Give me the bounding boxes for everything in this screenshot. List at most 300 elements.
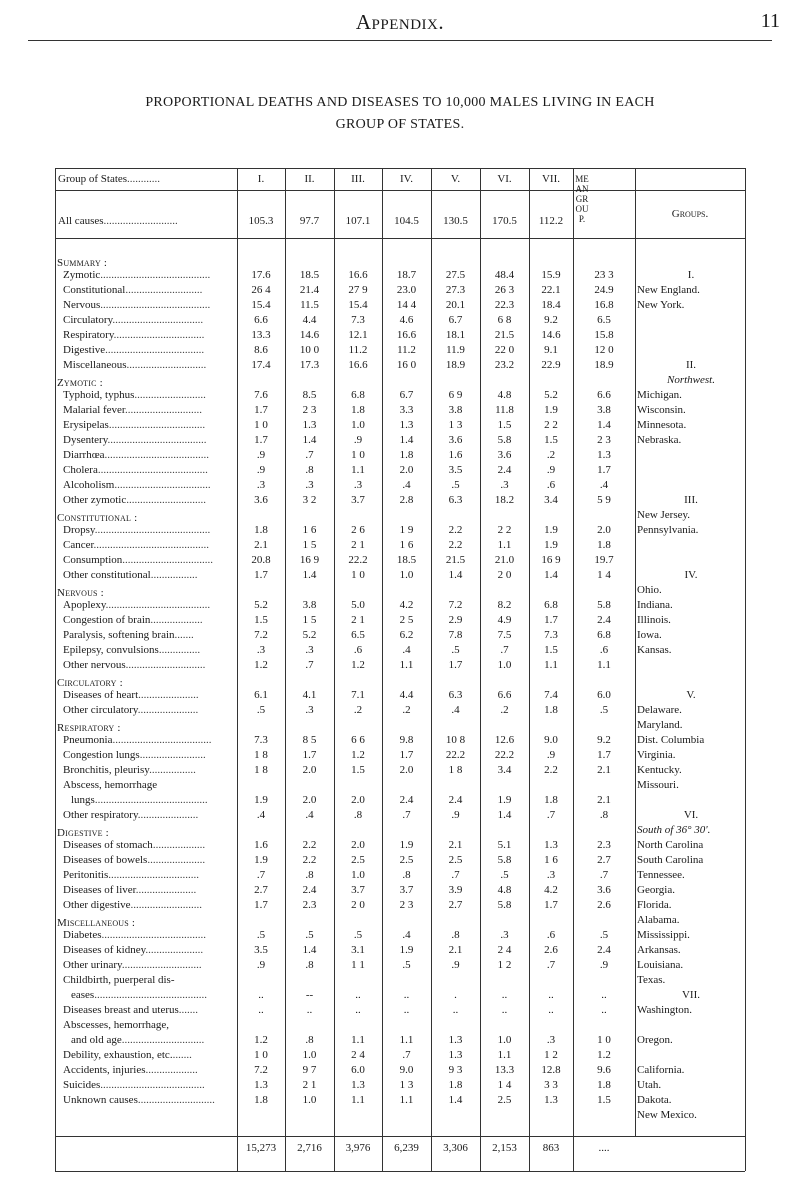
cell-value: 2.4 bbox=[448, 794, 463, 806]
cell-value: 2 3 bbox=[399, 899, 414, 911]
cell-value: 3.5 bbox=[448, 464, 463, 476]
group-state-label: Dakota. bbox=[637, 1094, 672, 1106]
cell-value: 1.7 bbox=[544, 614, 558, 626]
row-label bbox=[63, 269, 210, 281]
cell-value: 1.3 bbox=[597, 449, 611, 461]
cell-value: 9 3 bbox=[448, 1064, 463, 1076]
cell-value: .7 bbox=[305, 659, 314, 671]
cell-value: .2 bbox=[402, 704, 411, 716]
row-label bbox=[63, 464, 208, 476]
cell-value: 2.4 bbox=[497, 464, 512, 476]
cell-value: 5.8 bbox=[597, 599, 611, 611]
group-state-label: Dist. Columbia bbox=[637, 734, 705, 746]
group-state-label: I. bbox=[687, 269, 695, 281]
cell-value: 1.4 bbox=[597, 419, 611, 431]
row-label bbox=[63, 1019, 169, 1031]
cell-value: 1.7 bbox=[597, 749, 611, 761]
cell-value: 2.6 bbox=[597, 899, 611, 911]
cell-value: 21.4 bbox=[299, 284, 320, 296]
cell-value: 1.3 bbox=[448, 1049, 463, 1061]
cell-value: 2 1 bbox=[351, 539, 365, 551]
cell-value: .3 bbox=[256, 644, 266, 656]
cell-value: 2.7 bbox=[254, 884, 268, 896]
leader-dots: ........................................ bbox=[97, 464, 208, 476]
row-label bbox=[63, 614, 203, 626]
cell-value: 1 8 bbox=[254, 764, 268, 776]
group-state-label: Utah. bbox=[637, 1079, 662, 1091]
leader-dots: ................................... bbox=[114, 479, 211, 491]
all-causes-value: 104.5 bbox=[394, 215, 419, 227]
row-label-text: Childbirth, puerperal dis- bbox=[63, 974, 175, 986]
cell-value: 5.1 bbox=[497, 839, 512, 851]
row-label-text: Cholera bbox=[63, 464, 98, 476]
cell-value: 1 6 bbox=[399, 539, 414, 551]
cell-value: 15.4 bbox=[251, 299, 271, 311]
row-label bbox=[71, 1034, 204, 1046]
cell-value: 2.2 bbox=[448, 539, 463, 551]
cell-value: 6 8 bbox=[497, 314, 512, 326]
row-label bbox=[63, 284, 202, 296]
cell-value: 4.2 bbox=[399, 599, 414, 611]
cell-value: .5 bbox=[305, 929, 314, 941]
row-label-text: Diseases breast and uterus bbox=[63, 1004, 179, 1016]
row-label bbox=[63, 359, 206, 371]
row-label-text: Nervous : bbox=[57, 587, 104, 599]
page-number: 11 bbox=[760, 10, 780, 32]
cell-value: 1 0 bbox=[597, 1034, 611, 1046]
group-state-label: Kentucky. bbox=[637, 764, 682, 776]
cell-value: 2.7 bbox=[448, 899, 463, 911]
cell-value: 5.2 bbox=[302, 629, 317, 641]
group-state-label: New Jersey. bbox=[637, 509, 691, 521]
cell-value: 1.4 bbox=[302, 434, 317, 446]
row-label-text: Dropsy bbox=[63, 524, 95, 536]
cell-value: 22.2 bbox=[348, 554, 368, 566]
cell-value: .8 bbox=[353, 809, 363, 821]
cell-value: 2.5 bbox=[497, 1094, 512, 1106]
cell-value: 22 0 bbox=[494, 344, 515, 356]
cell-value: 1 0 bbox=[351, 449, 365, 461]
cell-value: 21.5 bbox=[445, 554, 466, 566]
cell-value: 1.5 bbox=[544, 644, 558, 656]
group-state-label: California. bbox=[637, 1064, 685, 1076]
leader-dots: ...................... bbox=[137, 704, 199, 716]
group-state-label: Maryland. bbox=[637, 719, 683, 731]
cell-value: 4.8 bbox=[497, 389, 512, 401]
cell-value: .9 bbox=[451, 959, 460, 971]
cell-value: 11.9 bbox=[446, 344, 465, 356]
row-label-text: Congestion lungs bbox=[63, 749, 140, 761]
cell-value: 1.9 bbox=[254, 854, 268, 866]
row-label-text: Consumption bbox=[63, 554, 123, 566]
cell-value: 23.2 bbox=[494, 359, 515, 371]
cell-value: 1.7 bbox=[254, 434, 268, 446]
group-state-label: Missouri. bbox=[637, 779, 679, 791]
row-label-text: Bronchitis, pleurisy bbox=[63, 764, 150, 776]
cell-value: 1.2 bbox=[351, 749, 365, 761]
cell-value: .9 bbox=[256, 464, 266, 476]
row-label-text: Diseases of stomach bbox=[63, 839, 153, 851]
cell-value: 5.8 bbox=[497, 899, 512, 911]
total-value: 863 bbox=[542, 1142, 560, 1154]
group-state-label: Mississippi. bbox=[637, 929, 690, 941]
group-state-label: South Carolina bbox=[637, 854, 704, 866]
cell-value: 1.7 bbox=[254, 569, 268, 581]
cell-value: 15.4 bbox=[348, 299, 368, 311]
row-label bbox=[63, 299, 210, 311]
cell-value: 2.2 bbox=[302, 839, 317, 851]
row-label bbox=[63, 704, 198, 716]
row-label bbox=[63, 809, 198, 821]
row-label bbox=[63, 419, 205, 431]
cell-value: .4 bbox=[305, 809, 314, 821]
row-label-text: lungs bbox=[71, 794, 95, 806]
cell-value: 1.8 bbox=[254, 524, 268, 536]
cell-value: .. bbox=[403, 1004, 410, 1016]
column-header: II. bbox=[304, 173, 315, 185]
cell-value: .5 bbox=[256, 704, 266, 716]
cell-value: 1 6 bbox=[302, 524, 317, 536]
row-label-text: Nervous bbox=[63, 299, 101, 311]
cell-value: .3 bbox=[305, 479, 314, 491]
cell-value: 7.6 bbox=[254, 389, 268, 401]
cell-value: 1.4 bbox=[399, 434, 414, 446]
leader-dots: ..................... bbox=[147, 854, 206, 866]
leader-dots: ................................. bbox=[112, 314, 204, 326]
cell-value: 7.4 bbox=[544, 689, 558, 701]
cell-value: 3.7 bbox=[399, 884, 414, 896]
cell-value: 1.4 bbox=[302, 569, 317, 581]
group-state-label: Minnesota. bbox=[637, 419, 687, 431]
row-label-text: Constitutional : bbox=[57, 512, 138, 524]
group-state-label: Arkansas. bbox=[637, 944, 681, 956]
cell-value: 1 1 bbox=[351, 959, 365, 971]
cell-value: 10 8 bbox=[445, 734, 466, 746]
cell-value: 5.8 bbox=[497, 434, 512, 446]
cell-value: 1.1 bbox=[399, 659, 414, 671]
group-state-label: Delaware. bbox=[637, 704, 682, 716]
cell-value: 1 2 bbox=[497, 959, 512, 971]
row-label bbox=[63, 974, 175, 986]
cell-value: 27 9 bbox=[348, 284, 368, 296]
leader-dots: ..................... bbox=[145, 944, 204, 956]
cell-value: .7 bbox=[402, 809, 411, 821]
leader-dots: ....... bbox=[174, 629, 194, 641]
cell-value: . bbox=[454, 989, 457, 1001]
group-state-label: Georgia. bbox=[637, 884, 675, 896]
cell-value: 1.0 bbox=[302, 1094, 317, 1106]
cell-value: 1.6 bbox=[254, 839, 268, 851]
row-label bbox=[63, 929, 206, 941]
cell-value: 3.9 bbox=[448, 884, 463, 896]
cell-value: .5 bbox=[451, 479, 460, 491]
cell-value: 21.5 bbox=[494, 329, 515, 341]
cell-value: .8 bbox=[402, 869, 411, 881]
cell-value: 3.3 bbox=[399, 404, 414, 416]
cell-value: 16.6 bbox=[348, 359, 368, 371]
cell-value: .2 bbox=[546, 449, 556, 461]
group-state-label: Texas. bbox=[637, 974, 666, 986]
leader-dots: ............... bbox=[158, 644, 201, 656]
row-label bbox=[63, 854, 205, 866]
cell-value: 2.8 bbox=[399, 494, 414, 506]
header-bottom-rule bbox=[55, 238, 745, 239]
cell-value: .5 bbox=[402, 959, 411, 971]
row-label-text: Peritonitis bbox=[63, 869, 109, 881]
cell-value: 14.6 bbox=[541, 329, 561, 341]
row-label-text: Circulatory : bbox=[57, 677, 123, 689]
cell-value: 3.6 bbox=[597, 884, 611, 896]
leader-dots: ........................................ bbox=[100, 269, 211, 281]
cell-value: 6.6 bbox=[597, 389, 611, 401]
leader-dots: ................... bbox=[152, 839, 206, 851]
total-value: 2,153 bbox=[492, 1142, 517, 1154]
header-rule bbox=[28, 40, 772, 41]
cell-value: 22.3 bbox=[494, 299, 515, 311]
total-value: .... bbox=[598, 1142, 610, 1154]
cell-value: 1.3 bbox=[399, 419, 414, 431]
cell-value: 1.2 bbox=[254, 659, 268, 671]
table-bottom-rule bbox=[55, 1171, 745, 1172]
cell-value: .7 bbox=[402, 1049, 411, 1061]
group-state-label: New Mexico. bbox=[637, 1109, 697, 1121]
row-label-text: Other nervous bbox=[63, 659, 126, 671]
row-label bbox=[63, 599, 210, 611]
leader-dots: ...................................... bbox=[105, 599, 211, 611]
row-label-text: Miscellaneous bbox=[63, 359, 127, 371]
cell-value: .6 bbox=[599, 644, 609, 656]
cell-value: .7 bbox=[599, 869, 609, 881]
cell-value: .3 bbox=[305, 644, 314, 656]
group-state-label: Louisiana. bbox=[637, 959, 684, 971]
cell-value: .9 bbox=[599, 959, 609, 971]
row-label bbox=[63, 869, 199, 881]
row-label-text: Other respiratory bbox=[63, 809, 138, 821]
cell-value: 1.8 bbox=[351, 404, 365, 416]
cell-value: 1 9 bbox=[399, 524, 414, 536]
row-label bbox=[63, 764, 196, 776]
cell-value: 4.2 bbox=[544, 884, 558, 896]
cell-value: 6.7 bbox=[448, 314, 463, 326]
cell-value: 26 4 bbox=[251, 284, 271, 296]
row-label bbox=[63, 329, 204, 341]
cell-value: 1.0 bbox=[399, 569, 414, 581]
cell-value: 1.7 bbox=[302, 749, 317, 761]
cell-value: 2 3 bbox=[302, 404, 317, 416]
cell-value: 8.2 bbox=[497, 599, 512, 611]
leader-dots: .......................... bbox=[130, 899, 203, 911]
group-state-label: New England. bbox=[637, 284, 700, 296]
column-header: V. bbox=[450, 173, 461, 185]
row-label-text: Cancer bbox=[63, 539, 94, 551]
leader-dots: ............................. bbox=[121, 959, 202, 971]
cell-value: 11.8 bbox=[495, 404, 514, 416]
cell-value: 13.3 bbox=[494, 1064, 515, 1076]
group-state-label: Pennsylvania. bbox=[637, 524, 699, 536]
cell-value: 18.9 bbox=[445, 359, 466, 371]
leader-dots: .................................... bbox=[105, 344, 205, 356]
cell-value: 16.6 bbox=[396, 329, 417, 341]
cell-value: 1.4 bbox=[302, 944, 317, 956]
cell-value: .. bbox=[355, 1004, 361, 1016]
total-value: 3,976 bbox=[345, 1142, 371, 1154]
cell-value: 14.6 bbox=[299, 329, 320, 341]
cell-value: .. bbox=[548, 1004, 554, 1016]
row-label-text: Other urinary bbox=[63, 959, 122, 971]
row-label-text: Diseases of bowels bbox=[63, 854, 148, 866]
cell-value: 1 0 bbox=[351, 569, 365, 581]
cell-value: 1.9 bbox=[399, 944, 414, 956]
cell-value: 1.7 bbox=[544, 899, 558, 911]
cell-value: 2 4 bbox=[351, 1049, 365, 1061]
cell-value: 3.7 bbox=[351, 494, 365, 506]
row-label bbox=[63, 779, 157, 791]
table-top-rule bbox=[55, 168, 745, 169]
cell-value: 23.0 bbox=[396, 284, 417, 296]
row-label bbox=[63, 959, 202, 971]
row-label bbox=[63, 839, 205, 851]
leader-dots: ....... bbox=[172, 1049, 192, 1061]
cell-value: 1.3 bbox=[448, 1034, 463, 1046]
cell-value: 2.1 bbox=[448, 944, 463, 956]
cell-value: 1 3 bbox=[448, 419, 463, 431]
leader-dots: ...................... bbox=[135, 884, 197, 896]
cell-value: 1.8 bbox=[399, 449, 414, 461]
group-state-label: Tennessee. bbox=[637, 869, 685, 881]
cell-value: 1.1 bbox=[497, 539, 512, 551]
total-value: 2,716 bbox=[297, 1142, 322, 1154]
cell-value: 2.3 bbox=[302, 899, 317, 911]
cell-value: 2.9 bbox=[448, 614, 463, 626]
col-rule bbox=[635, 168, 636, 1136]
row-label-text: Abscess, hemorrhage bbox=[63, 779, 158, 791]
row-label-text: Debility, exhaustion, etc. bbox=[63, 1049, 173, 1061]
cell-value: 24.9 bbox=[594, 284, 614, 296]
cell-value: 1 5 bbox=[302, 614, 317, 626]
cell-value: 6.8 bbox=[544, 599, 558, 611]
cell-value: 2.0 bbox=[351, 839, 365, 851]
leader-dots: .............................. bbox=[121, 1034, 205, 1046]
cell-value: 6.0 bbox=[597, 689, 611, 701]
group-state-label: Michigan. bbox=[637, 389, 682, 401]
cell-value: 17.4 bbox=[251, 359, 271, 371]
group-state-label: Northwest. bbox=[667, 374, 715, 386]
table-caption-line-1: PROPORTIONAL DEATHS AND DISEASES TO 10,000 MALES LIVING IN EACH bbox=[145, 95, 655, 110]
total-value: 6,239 bbox=[394, 1142, 419, 1154]
cell-value: 2.5 bbox=[399, 854, 414, 866]
row-label bbox=[63, 899, 202, 911]
all-causes-value: 105.3 bbox=[248, 215, 274, 227]
section-heading bbox=[57, 677, 123, 689]
all-causes-value: 97.7 bbox=[299, 215, 320, 227]
cell-value: 1 6 bbox=[544, 854, 558, 866]
cell-value: 17.3 bbox=[299, 359, 320, 371]
cell-value: 26 3 bbox=[494, 284, 515, 296]
leader-dots: ................... bbox=[145, 1064, 198, 1076]
cell-value: 23 3 bbox=[594, 269, 614, 281]
cell-value: 6 6 bbox=[351, 734, 365, 746]
cell-value: 1.5 bbox=[597, 1094, 611, 1106]
row-label bbox=[63, 494, 206, 506]
cell-value: 18.4 bbox=[541, 299, 561, 311]
column-header: III. bbox=[351, 173, 365, 185]
row-label bbox=[63, 734, 212, 746]
cell-value: 1.6 bbox=[448, 449, 463, 461]
cell-value: 2 4 bbox=[497, 944, 512, 956]
cell-value: 2.2 bbox=[448, 524, 463, 536]
cell-value: .. bbox=[403, 989, 410, 1001]
cell-value: 1.3 bbox=[544, 839, 558, 851]
cell-value: 3.4 bbox=[544, 494, 558, 506]
table-caption-line-2: GROUP OF STATES. bbox=[335, 117, 465, 132]
cell-value: .. bbox=[501, 989, 508, 1001]
leader-dots: ............................. bbox=[126, 359, 207, 371]
cell-value: 4.4 bbox=[302, 314, 317, 326]
leader-dots: ...................... bbox=[138, 689, 199, 701]
cell-value: 1.9 bbox=[544, 524, 558, 536]
section-heading bbox=[57, 587, 104, 599]
row-label bbox=[63, 524, 210, 536]
cell-value: 13.3 bbox=[251, 329, 271, 341]
row-label-text: Other zymotic bbox=[63, 494, 127, 506]
page-title: Appendix. bbox=[355, 10, 445, 34]
groups-header: Groups. bbox=[671, 208, 709, 220]
leader-dots: ...................... bbox=[137, 809, 199, 821]
row-label bbox=[63, 449, 209, 461]
row-label bbox=[63, 344, 204, 356]
leader-dots: ............................ bbox=[125, 284, 203, 296]
group-state-label: V. bbox=[686, 689, 696, 701]
row-label-text: Epilepsy, convulsions bbox=[63, 644, 159, 656]
totals-rule bbox=[55, 1136, 745, 1137]
cell-value: 11.2 bbox=[348, 344, 368, 356]
cell-value: .. bbox=[601, 989, 607, 1001]
cell-value: 1.5 bbox=[351, 764, 365, 776]
group-state-label: New York. bbox=[637, 299, 685, 311]
cell-value: 1.1 bbox=[597, 659, 611, 671]
row-label-text: Respiratory bbox=[63, 329, 114, 341]
leader-dots: ................................... bbox=[108, 419, 206, 431]
cell-value: 16 9 bbox=[299, 554, 320, 566]
cell-value: 18.2 bbox=[494, 494, 515, 506]
section-heading bbox=[57, 512, 137, 524]
cell-value: 3.7 bbox=[351, 884, 365, 896]
leader-dots: ........................................ bbox=[100, 299, 211, 311]
cell-value: 1.8 bbox=[448, 1079, 463, 1091]
row-label-text: Diseases of liver bbox=[63, 884, 136, 896]
header-group-of-states: Group of States............ bbox=[58, 173, 161, 185]
leader-dots: ......................................... bbox=[94, 989, 207, 1001]
column-header: IV. bbox=[400, 173, 413, 185]
cell-value: 5.8 bbox=[497, 854, 512, 866]
cell-value: .6 bbox=[353, 644, 363, 656]
cell-value: 16.8 bbox=[594, 299, 614, 311]
cell-value: 22.2 bbox=[445, 749, 466, 761]
row-label-text: Dysentery bbox=[63, 434, 108, 446]
cell-value: 20.1 bbox=[445, 299, 466, 311]
all-causes-value: 130.5 bbox=[443, 215, 468, 227]
cell-value: 2.2 bbox=[302, 854, 317, 866]
leader-dots: ................. bbox=[149, 764, 196, 776]
cell-value: 2.4 bbox=[302, 884, 317, 896]
row-label bbox=[71, 989, 207, 1001]
row-label bbox=[63, 629, 194, 641]
cell-value: 2 2 bbox=[544, 419, 558, 431]
row-label bbox=[63, 644, 200, 656]
cell-value: -- bbox=[305, 989, 314, 1001]
cell-value: .3 bbox=[305, 704, 314, 716]
row-label-text: Other constitutional bbox=[63, 569, 151, 581]
